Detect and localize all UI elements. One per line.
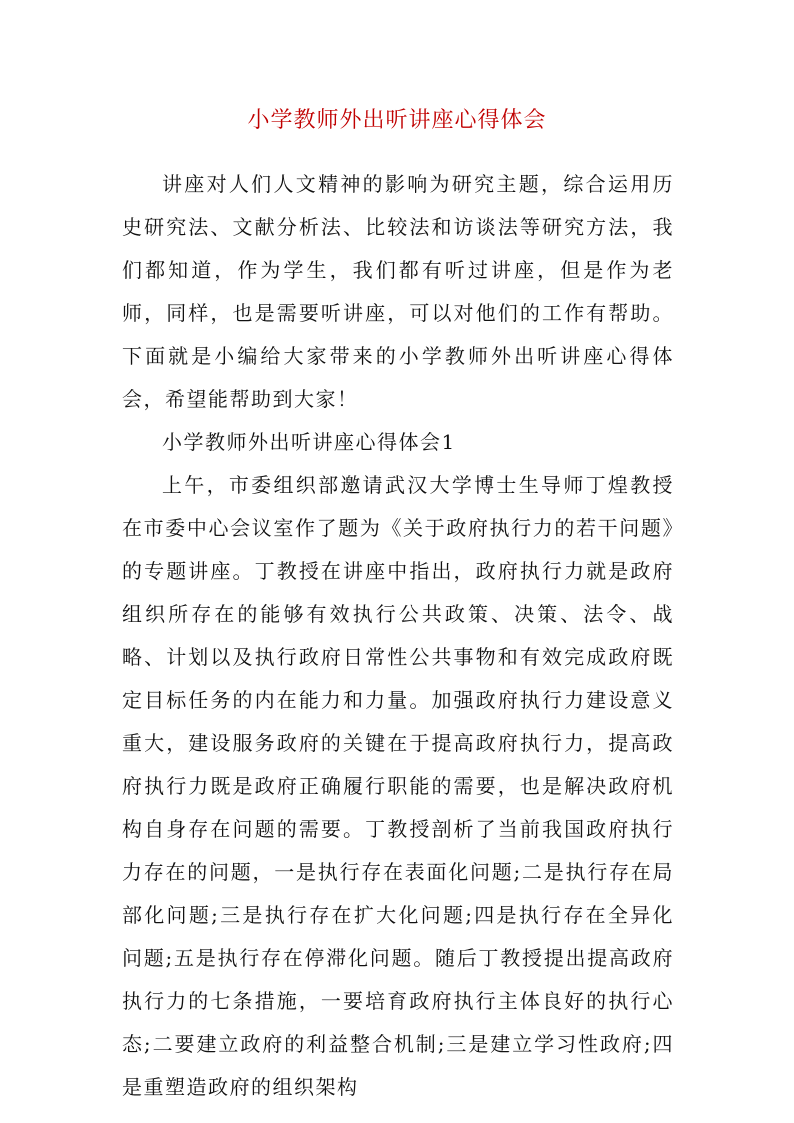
paragraph-main: 上午，市委组织部邀请武汉大学博士生导师丁煌教授在市委中心会议室作了题为《关于政府执行力的若干问题》的专题讲座。丁教授在讲座中指出，政府执行力就是政府组织所存在的能够有效执行公共政策、决策、法令、战略、计划以及执行政府日常性公共事物和有效完成政府既定目标任务的内在能力和力量。加强政府执行力建设意义重大，建设服务政府的关键在于提高政府执行力，提高政府执行力既是政府正确履行职能的需要，也是解决政府机构自身存在问题的需要。丁教授剖析了当前我国政府执行力存在的问题，一是执行存在表面化问题;二是执行存在局部化问题;三是执行存在扩大化问题;四是执行存在全异化问题;五是执行存在停滞化问题。随后丁教授提出提高政府执行力的七条措施，一要培育政府执行主体良好的执行心态;二要建立政府的利益整合机制;三是建立学习性政府;四是重塑造政府的组织架构 [122,473,674,1099]
document-title: 小学教师外出听讲座心得体会 [247,108,547,133]
section-heading: 小学教师外出听讲座心得体会1 [162,430,456,454]
document-body [122,163,674,1109]
paragraph-intro: 讲座对人们人文精神的影响为研究主题，综合运用历史研究法、文献分析法、比较法和访谈法等研究方法，我们都知道，作为学生，我们都有听过讲座，但是作为老师，同样，也是需要听讲座，可以对他们的工作有帮助。下面就是小编给大家带来的小学教师外出听讲座心得体会，希望能帮助到大家！ [122,172,674,411]
